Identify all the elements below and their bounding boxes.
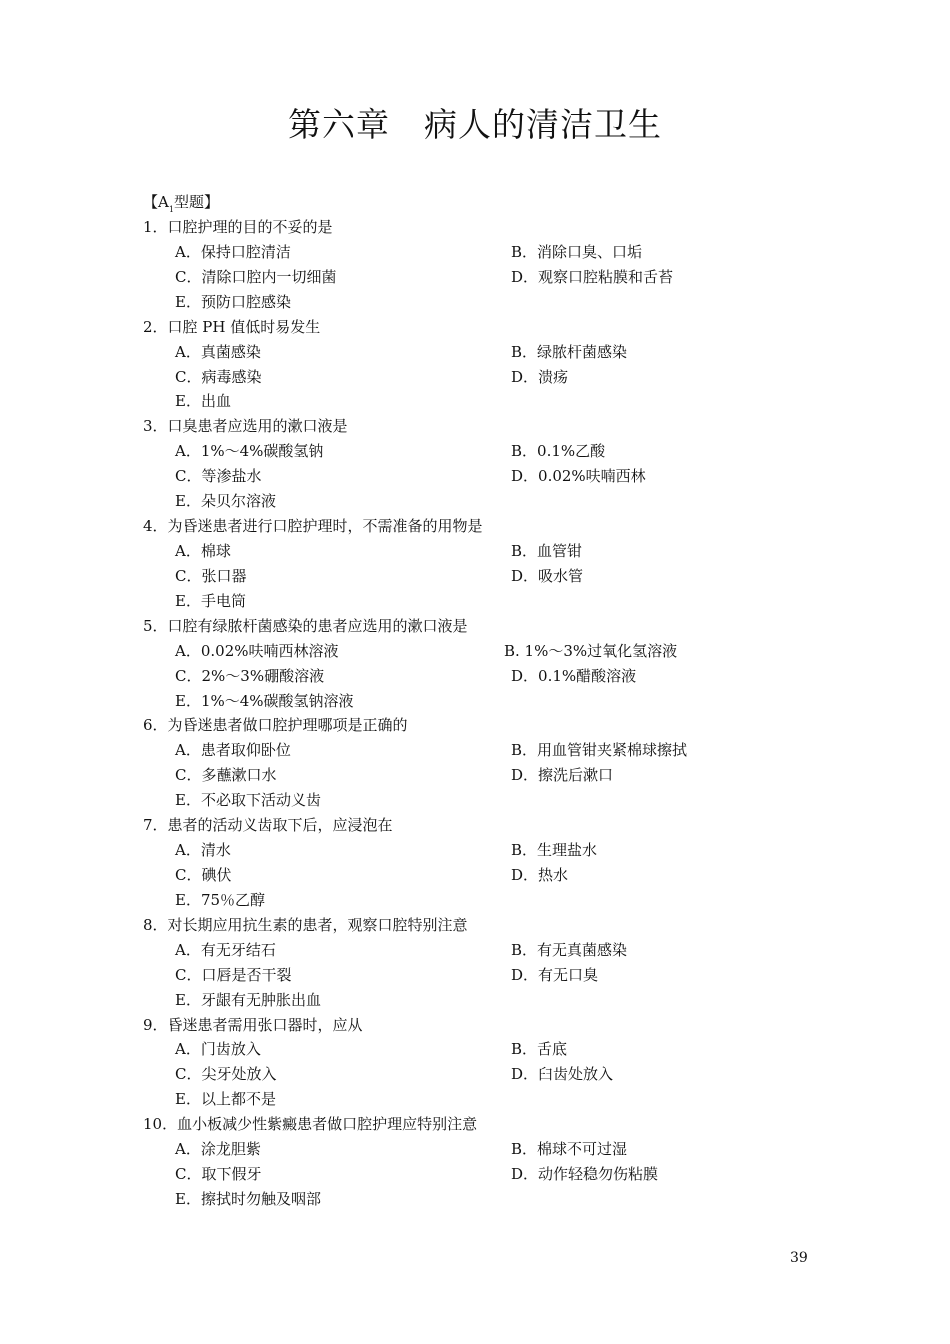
- option-c: C．碘伏: [175, 865, 232, 884]
- option-b: B．有无真菌感染: [511, 940, 628, 959]
- option-e: E．手电筒: [175, 591, 246, 610]
- option-c: C．2%～3%硼酸溶液: [175, 666, 325, 685]
- question-stem: 1．口腔护理的目的不妥的是: [143, 218, 333, 236]
- option-a: A．0.02%呋喃西林溶液: [175, 641, 339, 660]
- option-row: [143, 265, 843, 290]
- option-row: [143, 290, 843, 315]
- option-e: E．擦拭时勿触及咽部: [175, 1189, 321, 1208]
- option-row: [143, 365, 843, 390]
- option-b: B．生理盐水: [511, 841, 598, 860]
- option-row: [143, 1162, 843, 1187]
- question-9: [143, 1013, 843, 1113]
- option-row: [143, 838, 843, 863]
- page-number: 39: [790, 1250, 808, 1266]
- option-c: C．张口器: [175, 566, 247, 585]
- option-row: [143, 539, 843, 564]
- option-b: B．舌底: [511, 1040, 568, 1059]
- option-row: [143, 1037, 843, 1062]
- option-a: A．门齿放入: [175, 1040, 261, 1059]
- question-6: [143, 713, 843, 813]
- question-stem: 2．口腔 PH 值低时易发生: [143, 317, 321, 336]
- option-a: A．真菌感染: [175, 342, 261, 361]
- question-stem: 3．口臭患者应选用的漱口液是: [143, 417, 348, 436]
- option-d: D．动作轻稳勿伤粘膜: [511, 1165, 659, 1184]
- option-c: C．口唇是否干裂: [175, 965, 292, 984]
- option-d: D．热水: [511, 865, 569, 884]
- option-d: D．臼齿处放入: [511, 1065, 614, 1084]
- question-stem: 9．昏迷患者需用张口器时，应从: [143, 1015, 363, 1034]
- option-d: D．溃疡: [511, 367, 569, 386]
- option-row: [143, 1087, 843, 1112]
- option-e: E．牙龈有无肿胀出血: [175, 990, 321, 1009]
- chapter-title: 第六章 病人的清洁卫生: [288, 105, 662, 144]
- option-b: B．用血管钳夹紧棉球擦拭: [511, 741, 688, 760]
- option-d: D．0.02%呋喃西林: [511, 467, 646, 486]
- question-stem: 6．为昏迷患者做口腔护理哪项是正确的: [143, 716, 408, 735]
- section-prefix: 【A: [143, 193, 169, 211]
- option-a: A．1%～4%碳酸氢钠: [175, 442, 324, 461]
- option-d: D．有无口臭: [511, 965, 599, 984]
- question-stem: 10．血小板减少性紫癜患者做口腔护理应特别注意: [143, 1115, 478, 1134]
- option-a: A．涂龙胆紫: [175, 1140, 261, 1159]
- question-stem: 7．患者的活动义齿取下后，应浸泡在: [143, 816, 393, 835]
- option-a: A．棉球: [175, 541, 231, 560]
- question-1: [143, 215, 843, 315]
- question-list: [143, 215, 843, 1212]
- option-row: [143, 489, 843, 514]
- option-c: C．取下假牙: [175, 1165, 262, 1184]
- option-row: [143, 763, 843, 788]
- question-2: [143, 315, 843, 415]
- question-stem: 4．为昏迷患者进行口腔护理时，不需准备的用物是: [143, 517, 483, 536]
- option-b: B. 1%～3%过氧化氢溶液: [504, 641, 678, 660]
- option-a: A．患者取仰卧位: [175, 741, 291, 760]
- option-row: [143, 738, 843, 763]
- option-d: D．擦洗后漱口: [511, 766, 614, 785]
- question-7: [143, 813, 843, 913]
- option-b: B．绿脓杆菌感染: [511, 342, 628, 361]
- option-e: E．1%～4%碳酸氢钠溶液: [175, 691, 354, 710]
- option-row: [143, 988, 843, 1013]
- option-c: C．尖牙处放入: [175, 1065, 277, 1084]
- question-10: [143, 1112, 843, 1212]
- option-a: A．清水: [175, 841, 231, 860]
- option-row: [143, 564, 843, 589]
- option-c: C．病毒感染: [175, 367, 262, 386]
- section-suffix: 型题】: [173, 193, 219, 211]
- option-d: D．观察口腔粘膜和舌苔: [511, 267, 674, 286]
- option-row: [143, 1187, 843, 1212]
- question-type-label: [143, 190, 219, 217]
- option-e: E．预防口腔感染: [175, 292, 291, 311]
- option-row: [143, 1062, 843, 1087]
- option-row: [143, 963, 843, 988]
- section-subscript: 1: [168, 205, 174, 214]
- option-e: E．不必取下活动义齿: [175, 791, 321, 810]
- option-row: [143, 888, 843, 913]
- option-c: C．多蘸漱口水: [175, 766, 277, 785]
- question-stem: 8．对长期应用抗生素的患者，观察口腔特别注意: [143, 915, 468, 934]
- option-row: [143, 464, 843, 489]
- option-e: E．朵贝尔溶液: [175, 492, 276, 511]
- option-row: [143, 689, 843, 714]
- option-c: C．清除口腔内一切细菌: [175, 267, 337, 286]
- option-a: A．保持口腔清洁: [175, 242, 291, 261]
- option-row: [143, 439, 843, 464]
- option-row: [143, 1137, 843, 1162]
- option-d: D．0.1%醋酸溶液: [511, 666, 637, 685]
- option-e: E．以上都不是: [175, 1090, 276, 1109]
- question-5: [143, 614, 843, 714]
- option-row: [143, 664, 843, 689]
- option-row: [143, 240, 843, 265]
- question-stem: 5．口腔有绿脓杆菌感染的患者应选用的漱口液是: [143, 616, 468, 635]
- option-b: B．血管钳: [511, 541, 583, 560]
- option-row: [143, 639, 843, 664]
- question-3: [143, 414, 843, 514]
- option-c: C．等渗盐水: [175, 467, 262, 486]
- option-e: E．75％乙醇: [175, 890, 266, 909]
- option-a: A．有无牙结石: [175, 940, 276, 959]
- option-row: [143, 863, 843, 888]
- option-b: B．0.1%乙酸: [511, 442, 606, 461]
- question-8: [143, 913, 843, 1013]
- option-row: [143, 589, 843, 614]
- option-row: [143, 389, 843, 414]
- option-row: [143, 788, 843, 813]
- question-4: [143, 514, 843, 614]
- option-e: E．出血: [175, 392, 231, 411]
- option-row: [143, 340, 843, 365]
- option-b: B．棉球不可过湿: [511, 1140, 628, 1159]
- option-b: B．消除口臭、口垢: [511, 242, 643, 261]
- option-row: [143, 938, 843, 963]
- option-d: D．吸水管: [511, 566, 584, 585]
